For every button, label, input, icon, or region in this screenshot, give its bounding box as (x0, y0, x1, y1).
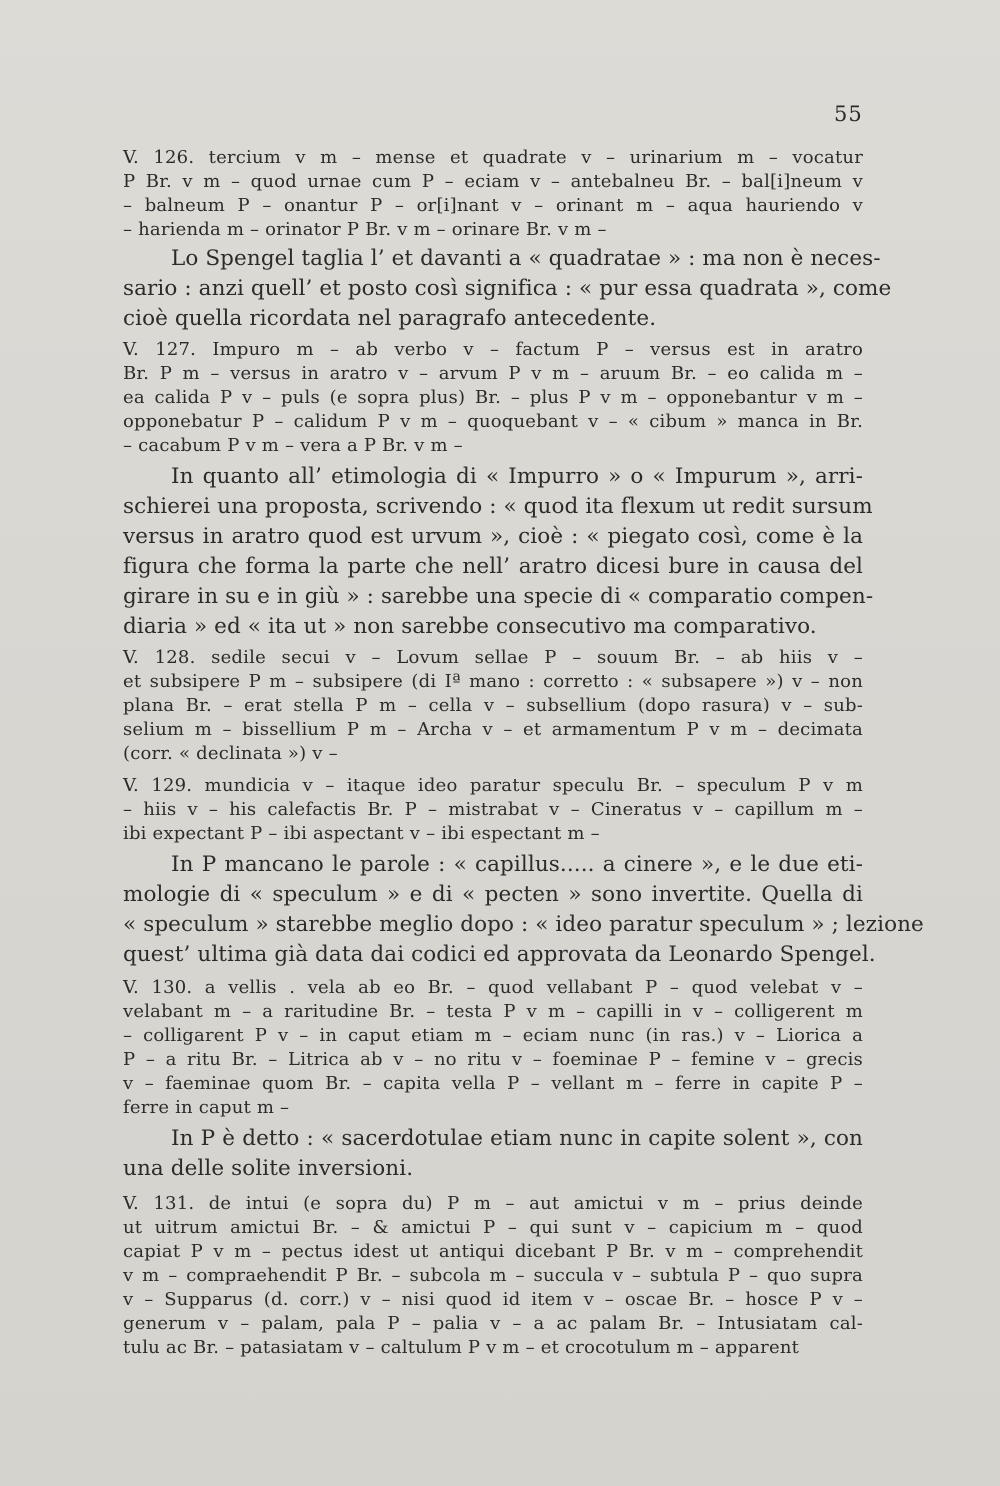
text-line: – colligarent P v – in caput etiam m – eciam nunc (in ras.) v – Liorica a (123, 1025, 863, 1046)
text-line: V. 126. tercium v m – mense et quadrate v – urinarium m – vocatur (123, 147, 863, 168)
paragraph-v126 (123, 146, 863, 242)
text-line: diaria » ed « ita ut » non sarebbe consecutivo ma comparativo. (123, 614, 817, 639)
text-line: et subsipere P m – subsipere (di Iª mano : corretto : « subsapere ») v – non (123, 671, 863, 692)
text-line: cioè quella ricordata nel paragrafo antecedente. (123, 306, 657, 331)
text-line: ibi expectant P – ibi aspectant v – ibi espectant m – (123, 823, 600, 844)
text-line: ferre in caput m – (123, 1097, 290, 1118)
text-line: – hiis v – his calefactis Br. P – mistrabat v – Cineratus v – capillum m – (123, 799, 863, 820)
text-line: versus in aratro quod est urvum », cioè : « piegato così, come è la (123, 524, 863, 549)
text-line: mologie di « speculum » e di « pecten » sono invertite. Quella di (123, 882, 863, 907)
paragraph-c127 (123, 462, 874, 642)
paragraph-v129 (123, 774, 863, 846)
text-line: velabant m – a raritudine Br. – testa P v m – capilli in v – colligerent m (123, 1001, 863, 1022)
text-line: capiat P v m – pectus idest ut antiqui dicebant P Br. v m – comprehendit (123, 1241, 863, 1262)
text-line: In P è detto : « sacerdotulae etiam nunc in capite solent », con (171, 1126, 863, 1151)
text-line: Br. P m – versus in aratro v – arvum P v m – aruum Br. – eo calida m – (123, 363, 863, 384)
text-line: una delle solite inversioni. (123, 1156, 414, 1181)
page-number: 55 (834, 102, 863, 126)
text-line: V. 131. de intui (e sopra du) P m – aut amictui v m – prius deinde (123, 1193, 863, 1214)
text-line: – cacabum P v m – vera a P Br. v m – (123, 435, 463, 456)
paragraph-v131 (123, 1192, 863, 1360)
paragraph-c130 (123, 1124, 863, 1184)
text-line: girare in su e in giù » : sarebbe una specie di « comparatio compen- (123, 584, 874, 609)
paragraph-v127 (123, 338, 863, 458)
text-line: V. 127. Impuro m – ab verbo v – factum P – versus est in aratro (123, 339, 863, 360)
text-line: v m – compraehendit P Br. – subcola m – succula v – subtula P – quo supra (123, 1265, 863, 1286)
text-line: – harienda m – orinator P Br. v m – orinare Br. v m – (123, 219, 607, 240)
text-line: – balneum P – onantur P – or[i]nant v – orinant m – aqua hauriendo v (123, 195, 863, 216)
paragraph-c126 (123, 244, 892, 334)
text-line: P Br. v m – quod urnae cum P – eciam v – antebalneu Br. – bal[i]neum v (123, 171, 863, 192)
text-line: « speculum » starebbe meglio dopo : « ideo paratur speculum » ; lezione (123, 912, 924, 937)
text-line: quest’ ultima già data dai codici ed approvata da Leonardo Spengel. (123, 942, 876, 967)
text-line: In quanto all’ etimologia di « Impurro » o « Impurum », arri- (171, 464, 863, 489)
text-line: generum v – palam, pala P – palia v – a ac palam Br. – Intusiatam cal- (123, 1313, 863, 1334)
text-line: v – Supparus (d. corr.) v – nisi quod id item v – oscae Br. – hosce P v – (123, 1289, 863, 1310)
text-line: schierei una proposta, scrivendo : « quod ita flexum ut redit sursum (123, 494, 873, 519)
text-line: In P mancano le parole : « capillus..... a cinere », e le due eti- (171, 852, 863, 877)
text-line: ut uitrum amictui Br. – & amictui P – qui sunt v – capicium m – quod (123, 1217, 863, 1238)
text-line: V. 129. mundicia v – itaque ideo paratur speculu Br. – speculum P v m (123, 775, 863, 796)
paragraph-v128 (123, 646, 863, 766)
paragraph-v130 (123, 976, 863, 1120)
text-line: V. 128. sedile secui v – Lovum sellae P – souum Br. – ab hiis v – (123, 647, 863, 668)
text-line: P – a ritu Br. – Litrica ab v – no ritu v – foeminae P – femine v – grecis (123, 1049, 863, 1070)
text-line: tulu ac Br. – patasiatam v – caltulum P v m – et crocotulum m – apparent (123, 1337, 800, 1358)
paragraph-c129 (123, 850, 924, 970)
text-line: v – faeminae quom Br. – capita vella P – vellant m – ferre in capite P – (123, 1073, 863, 1094)
text-line: sario : anzi quell’ et posto così significa : « pur essa quadrata », come (123, 276, 892, 301)
text-line: selium m – bissellium P m – Archa v – et armamentum P v m – decimata (123, 719, 863, 740)
text-line: ea calida P v – puls (e sopra plus) Br. – plus P v m – opponebantur v m – (123, 387, 863, 408)
text-line: opponebatur P – calidum P v m – quoquebant v – « cibum » manca in Br. (123, 411, 863, 432)
text-line: (corr. « declinata ») v – (123, 743, 338, 764)
text-line: V. 130. a vellis . vela ab eo Br. – quod vellabant P – quod velebat v – (123, 977, 863, 998)
text-line: plana Br. – erat stella P m – cella v – subsellium (dopo rasura) v – sub- (123, 695, 863, 716)
text-line: figura che forma la parte che nell’ aratro dicesi bure in causa del (123, 554, 863, 579)
text-line: Lo Spengel taglia l’ et davanti a « quadratae » : ma non è neces- (171, 246, 881, 271)
page-body (123, 146, 924, 1360)
